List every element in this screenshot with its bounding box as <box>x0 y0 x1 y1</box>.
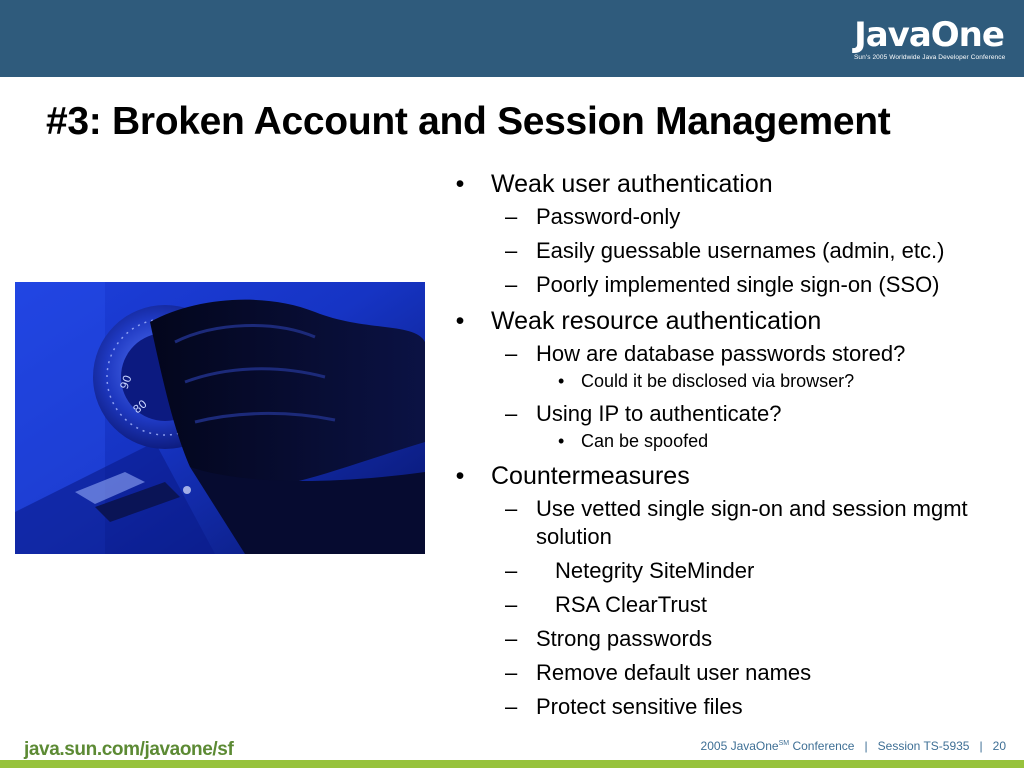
javaone-logo <box>854 16 1004 62</box>
dash-icon: – <box>505 660 518 685</box>
sub-bullet-ip-authenticate: – Using IP to authenticate? <box>505 401 782 426</box>
dash-icon: – <box>505 496 518 521</box>
dash-icon: – <box>505 694 518 719</box>
sub-bullet-password-only: – Password-only <box>505 204 681 229</box>
bullet-icon: • <box>558 371 565 391</box>
dash-icon: – <box>505 592 518 617</box>
bullet-icon: • <box>455 170 465 198</box>
footer-url: java.sun.com/javaone/sf <box>24 739 234 760</box>
footer-accent-bar <box>0 760 1024 768</box>
logo-tagline: Sun's 2005 Worldwide Java Developer Conference <box>854 54 1006 61</box>
footer-conference-info <box>701 739 1006 753</box>
sub-sub-bullet-disclosed-via-browser: • Could it be disclosed via browser? <box>558 371 855 391</box>
safe-dial-photo <box>15 282 425 554</box>
svg-text:90: 90 <box>117 373 135 392</box>
dash-icon: – <box>505 341 518 366</box>
dash-icon: – <box>505 272 518 297</box>
bullet-icon: • <box>558 431 565 451</box>
bullet-weak-resource-authentication: • Weak resource authentication <box>450 305 1020 337</box>
bullet-countermeasures: • Countermeasures <box>450 460 1020 492</box>
safe-dial-illustration <box>15 282 425 554</box>
dash-icon: – <box>505 238 518 263</box>
page-number: 20 <box>992 739 1006 753</box>
bullet-weak-user-authentication: • Weak user authentication <box>450 168 1020 200</box>
footer-conference: 2005 JavaOne <box>700 739 779 753</box>
service-mark: SM <box>778 740 790 747</box>
bullet-list <box>450 168 1020 727</box>
dash-icon: – <box>505 558 518 583</box>
svg-text:80: 80 <box>130 397 150 417</box>
footer-conference-suffix: Conference <box>789 739 855 753</box>
sub-sub-bullet-spoofed: • Can be spoofed <box>558 431 709 451</box>
sub-bullet-guessable-usernames: – Easily guessable usernames (admin, etc.) <box>505 238 945 263</box>
footer-separator: | <box>864 739 868 753</box>
sub-bullet-database-passwords: – How are database passwords stored? <box>505 341 906 366</box>
sub-bullet-protect-files: – Protect sensitive files <box>505 694 743 719</box>
dash-icon: – <box>505 626 518 651</box>
sub-bullet-vetted-sso: – Use vetted single sign-on and session mgmt solution <box>505 496 968 549</box>
dash-icon: – <box>505 401 518 426</box>
sub-bullet-strong-passwords: – Strong passwords <box>505 626 713 651</box>
sub-bullet-sso: – Poorly implemented single sign-on (SSO) <box>505 272 940 297</box>
sub-bullet-netegrity: – Netegrity SiteMinder <box>505 558 755 583</box>
slide-title: #3: Broken Account and Session Management <box>46 100 891 143</box>
sub-bullet-rsa-cleartrust: – RSA ClearTrust <box>505 592 708 617</box>
dash-icon: – <box>505 204 518 229</box>
sub-bullet-remove-default-names: – Remove default user names <box>505 660 812 685</box>
bullet-icon: • <box>455 307 465 335</box>
footer-separator: | <box>979 739 983 753</box>
bullet-icon: • <box>455 462 465 490</box>
logo-word: JavaOne <box>854 15 1004 55</box>
footer-session: Session TS-5935 <box>877 739 970 753</box>
